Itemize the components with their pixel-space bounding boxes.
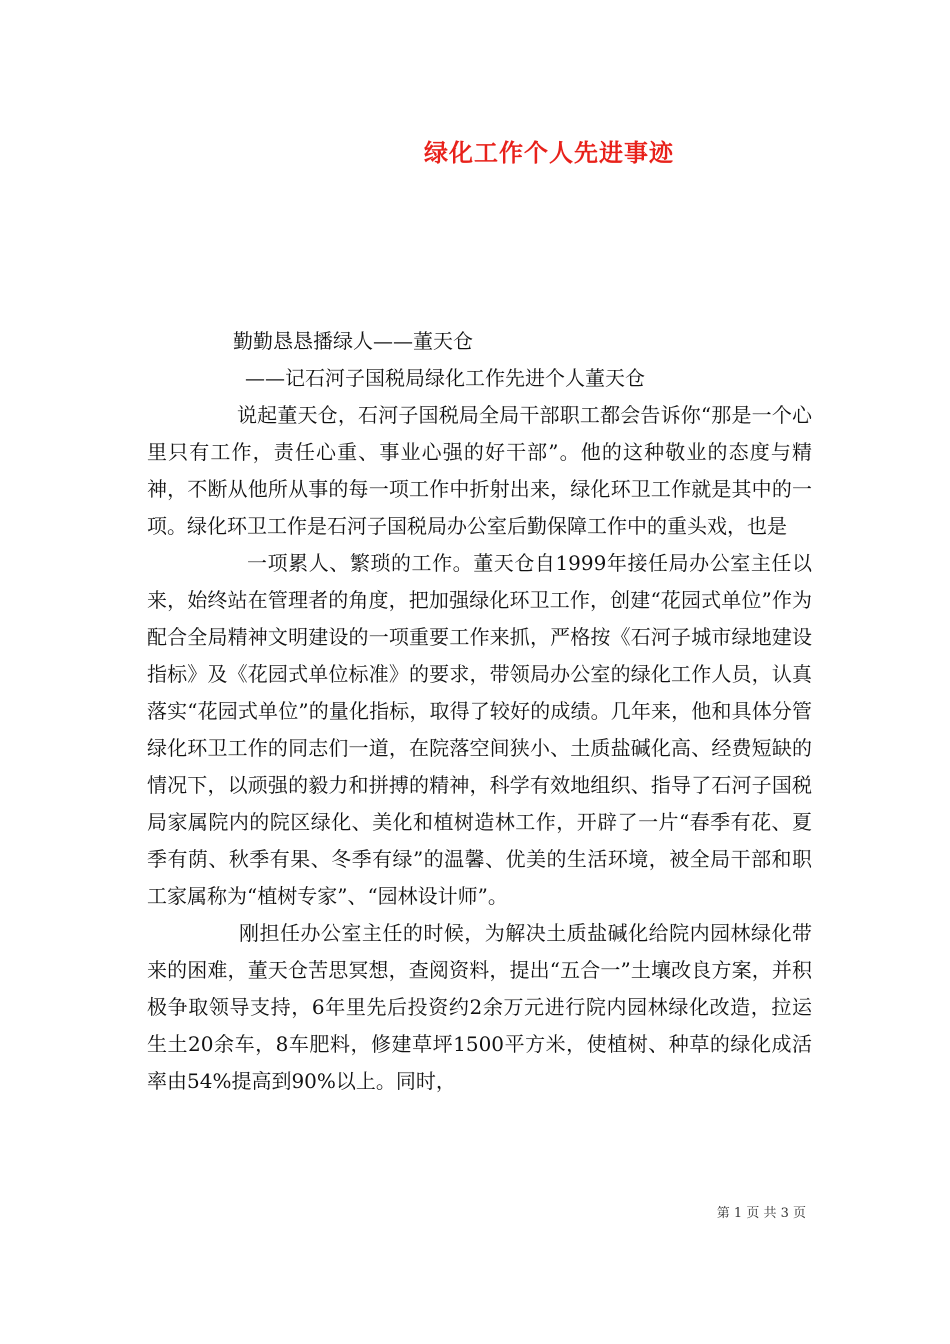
document-title: 绿化工作个人先进事迹 — [424, 138, 674, 167]
paragraph: 刚担任办公室主任的时候，为解决土质盐碱化给院内园林绿化带来的困难，董天仓苦思冥想，查阅资料，提出“五合一”土壤改良方案，并积极争取领导支持，6年里先后投资约2余万元进行院内园林绿化改造，拉运生土20余车，8车肥料，修建草坪1500平方米，使植树、种草的绿化成活率由54%提高到90%以上。同时， — [147, 921, 812, 1093]
paragraph: 一项累人、繁琐的工作。董天仓自1999年接任局办公室主任以来，始终站在管理者的角度，把加强绿化环卫工作，创建“花园式单位”作为配合全局精神文明建设的一项重要工作来抓，严格按《石河子城市绿地建设指标》及《花园式单位标准》的要求，带领局办公室的绿化工作人员，认真落实“花园式单位”的量化指标，取得了较好的成绩。几年来，他和具体分管绿化环卫工作的同志们一道，在院落空间狭小、土质盐碱化高、经费短缺的情况下，以顽强的毅力和拼搏的精神，科学有效地组织、指导了石河子国税局家属院内的院区绿化、美化和植树造林工作，开辟了一片“春季有花、夏季有荫、秋季有果、冬季有绿”的温馨、优美的生活环境，被全局干部和职工家属称为“植树专家”、“园林设计师”。 — [147, 551, 812, 908]
article-subheading: ——记石河子国税局绿化工作先进个人董天仓 — [245, 366, 645, 390]
document-body — [147, 323, 812, 1100]
paragraph: 说起董天仓，石河子国税局全局干部职工都会告诉你“那是一个心里只有工作，责任心重、事业心强的好干部”。他的这种敬业的态度与精神，不断从他所从事的每一项工作中折射出来，绿化环卫工作就是其中的一项。绿化环卫工作是石河子国税局办公室后勤保障工作中的重头戏，也是 — [147, 403, 812, 538]
page-number-footer: 第 1 页 共 3 页 — [716, 1206, 806, 1221]
article-heading: 勤勤恳恳播绿人——董天仓 — [233, 329, 473, 353]
